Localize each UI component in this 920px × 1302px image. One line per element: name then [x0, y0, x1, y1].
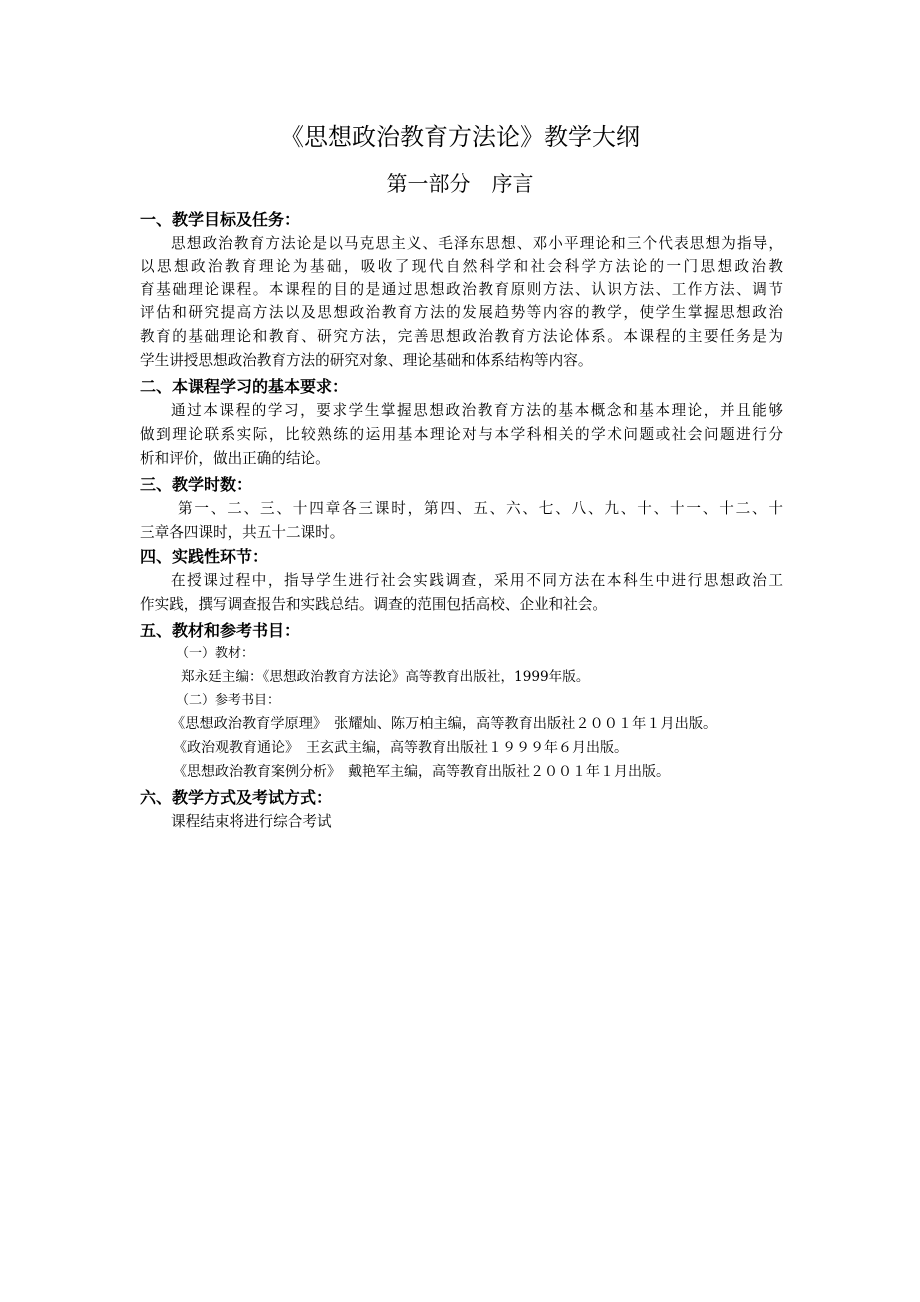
- paragraph-line: 思想政治教育方法论是以马克思主义、毛泽东思想、邓小平理论和三个代表思想为指导，: [171, 235, 783, 252]
- paragraph-line: 做到理论联系实际，比较熟练的运用基本理论对与本学科相关的学术问题或社会问题进行分: [140, 426, 783, 443]
- paragraph-line: 通过本课程的学习，要求学生掌握思想政治教育方法的基本概念和基本理论，并且能够: [171, 402, 783, 419]
- section-heading: 一、教学目标及任务：: [140, 210, 301, 229]
- section-heading: 四、实践性环节：: [140, 547, 269, 566]
- part-title: 第一部分 序言: [386, 172, 534, 196]
- paragraph-line: 析和评价，做出正确的结论。: [140, 450, 330, 467]
- section-heading: 二、本课程学习的基本要求：: [140, 377, 349, 396]
- section-heading: 五、教材和参考书目：: [140, 621, 301, 640]
- reference-entry: 《思想政治教育案例分析》 戴艳军主编，高等教育出版社２００１年１月出版。: [173, 764, 670, 780]
- paragraph-line: 教育的基础理论和教育、研究方法，完善思想政治教育方法论体系。本课程的主要任务是为: [140, 328, 783, 345]
- reference-entry: 《政治观教育通论》 王玄武主编，高等教育出版社１９９９年６月出版。: [173, 740, 628, 756]
- section-heading: 三、教学时数：: [140, 475, 253, 494]
- document-title: 《思想政治教育方法论》教学大纲: [280, 123, 640, 151]
- paragraph-line: 学生讲授思想政治教育方法的研究对象、理论基础和体系结构等内容。: [140, 352, 593, 369]
- references-label: （二）参考书目：: [176, 693, 281, 708]
- paragraph-line: 评估和研究提高方法以及思想政治教育方法的发展趋势等内容的教学，使学生掌握思想政治: [140, 304, 783, 321]
- paragraph-line: 课程结束将进行综合考试: [171, 813, 332, 830]
- textbook-label: （一）教材：: [176, 646, 255, 661]
- paragraph-line: 三章各四课时，共五十二课时。: [140, 524, 345, 541]
- paragraph-line: 以思想政治教育理论为基础，吸收了现代自然科学和社会科学方法论的一门思想政治教: [140, 258, 783, 275]
- section-heading: 六、教学方式及考试方式：: [140, 788, 333, 807]
- paragraph-line: 第一、二、三、十四章各三课时，第四、五、六、七、八、九、十、十一、十二、十: [178, 500, 783, 517]
- paragraph-line: 育基础理论课程。本课程的目的是通过思想政治教育原则方法、认识方法、工作方法、调节: [140, 281, 783, 298]
- reference-entry: 《思想政治教育学原理》 张耀灿、陈万柏主编，高等教育出版社２００１年１月出版。: [171, 716, 718, 732]
- paragraph-line: 在授课过程中，指导学生进行社会实践调查，采用不同方法在本科生中进行思想政治工: [171, 572, 783, 589]
- paragraph-line: 作实践，撰写调查报告和实践总结。调查的范围包括高校、企业和社会。: [140, 596, 608, 613]
- textbook-entry: 郑永廷主编：《思想政治教育方法论》高等教育出版社，1999年版。: [181, 669, 590, 685]
